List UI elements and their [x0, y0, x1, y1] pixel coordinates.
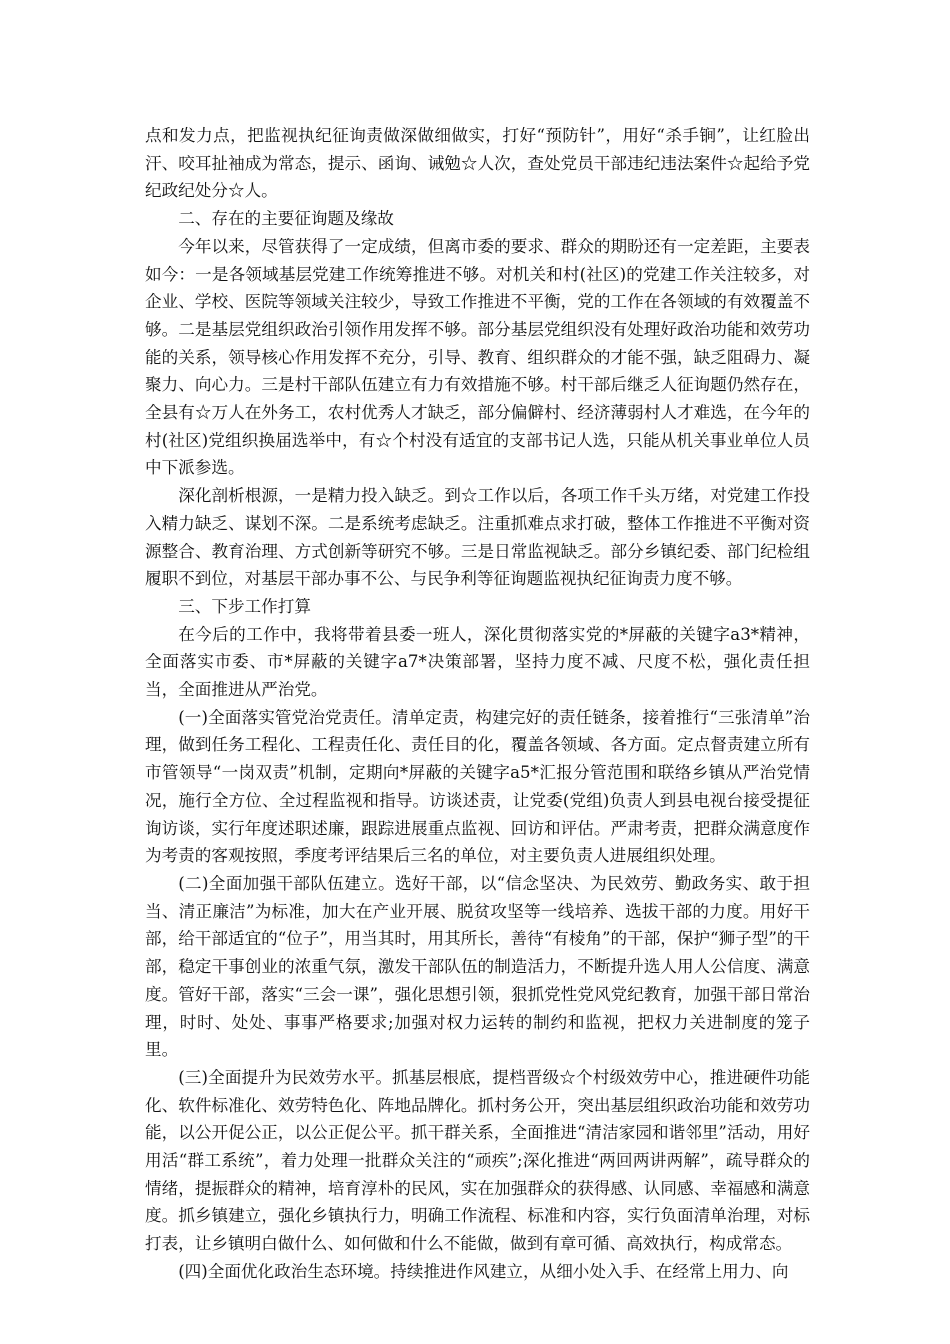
- paragraph-problems: 今年以来，尽管获得了一定成绩，但离市委的要求、群众的期盼还有一定差距，主要表如今：一是各领域基层党建工作统筹推进不够。对机关和村(社区)的党建工作关注较多，对企业、学校、医院等领域关注较少，导致工作推进不平衡，党的工作在各领域的有效覆盖不够。二是基层党组织政治引领作用发挥不够。部分基层党组织没有处理好政治功能和效劳功能的关系，领导核心作用发挥不充分，引导、教育、组织群众的才能不强，缺乏阻碍力、凝聚力、向心力。三是村干部队伍建立有力有效措施不够。村干部后继乏人征询题仍然存在，全县有☆万人在外务工，农村优秀人才缺乏，部分偏僻村、经济薄弱村人才难选，在今年的村(社区)党组织换届选举中，有☆个村没有适宜的支部书记人选，只能从机关事业单位人员中下派参选。: [145, 236, 810, 478]
- paragraph-supervision-summary: 点和发力点，把监视执纪征询责做深做细做实，打好“预防针”，用好“杀手锏”，让红脸出汗、咬耳扯袖成为常态，提示、函询、诫勉☆人次，查处党员干部违纪违法案件☆起给予党纪政纪处分☆人。: [145, 126, 810, 201]
- paragraph-item-two: (二)全面加强干部队伍建立。选好干部，以“信念坚决、为民效劳、勤政务实、敢于担当、清正廉洁”为标准，加大在产业开展、脱贫攻坚等一线培养、选拔干部的力度。用好干部，给干部适宜的“位子”，用当其时，用其所长，善待“有棱角”的干部，保护“狮子型”的干部，稳定干事创业的浓重气氛，激发干部队伍的制造活力，不断提升选人用人公信度、满意度。管好干部，落实“三会一课”，强化思想引领，狠抓党性党风党纪教育，加强干部日常治理，时时、处处、事事严格要求;加强对权力运转的制约和监视，把权力关进制度的笼子里。: [145, 873, 810, 1060]
- paragraph-item-three: (三)全面提升为民效劳水平。抓基层根底，提档晋级☆个村级效劳中心，推进硬件功能化、软件标准化、效劳特色化、阵地品牌化。抓村务公开，突出基层组织政治功能和效劳功能，以公开促公正，以公正促公平。抓干群关系，全面推进“清洁家园和谐邻里”活动，用好用活“群工系统”，着力处理一批群众关注的“顽疾”;深化推进“两回两讲两解”，疏导群众的情绪，提振群众的精神，培育淳朴的民风，实在加强群众的获得感、认同感、幸福感和满意度。抓乡镇建立，强化乡镇执行力，明确工作流程、标准和内容，实行负面清单治理，对标打表，让乡镇明白做什么、如何做和什么不能做，做到有章可循、高效执行，构成常态。: [145, 1067, 810, 1254]
- paragraph-root-causes: 深化剖析根源，一是精力投入缺乏。到☆工作以后，各项工作千头万绪，对党建工作投入精力缺乏、谋划不深。二是系统考虑缺乏。注重抓难点求打破，整体工作推进不平衡对资源整合、教育治理、方式创新等研究不够。三是日常监视缺乏。部分乡镇纪委、部门纪检组履职不到位，对基层干部办事不公、与民争利等征询题监视执纪征询责力度不够。: [145, 486, 810, 589]
- section-heading-problems: 二、存在的主要征询题及缘故: [178, 209, 394, 229]
- paragraph-item-one: (一)全面落实管党治党责任。清单定责，构建完好的责任链条，接着推行“三张清单”治理，做到任务工程化、工程责任化、责任目的化，覆盖各领域、各方面。定点督责建立所有市管领导“一岗双责”机制，定期向*屏蔽的关键字a5*汇报分管范围和联络乡镇从严治党情况，施行全方位、全过程监视和指导。访谈述责，让党委(党组)负责人到县电视台接受提征询访谈，实行年度述职述廉，跟踪进展重点监视、回访和评估。严肃考责，把群众满意度作为考责的客观按照，季度考评结果后三名的单位，对主要负责人进展组织处理。: [145, 707, 810, 866]
- paragraph-next-steps-intro: 在今后的工作中，我将带着县委一班人，深化贯彻落实党的*屏蔽的关键字a3*精神，全面落实市委、市*屏蔽的关键字a7*决策部署，坚持力度不减、尺度不松，强化责任担当，全面推进从严治党。: [145, 624, 810, 700]
- document-body: [145, 122, 810, 1286]
- paragraph-item-four: (四)全面优化政治生态环境。持续推进作风建立，从细小处入手、在经常上用力、向: [178, 1261, 789, 1281]
- section-heading-next-steps: 三、下步工作打算: [178, 596, 311, 616]
